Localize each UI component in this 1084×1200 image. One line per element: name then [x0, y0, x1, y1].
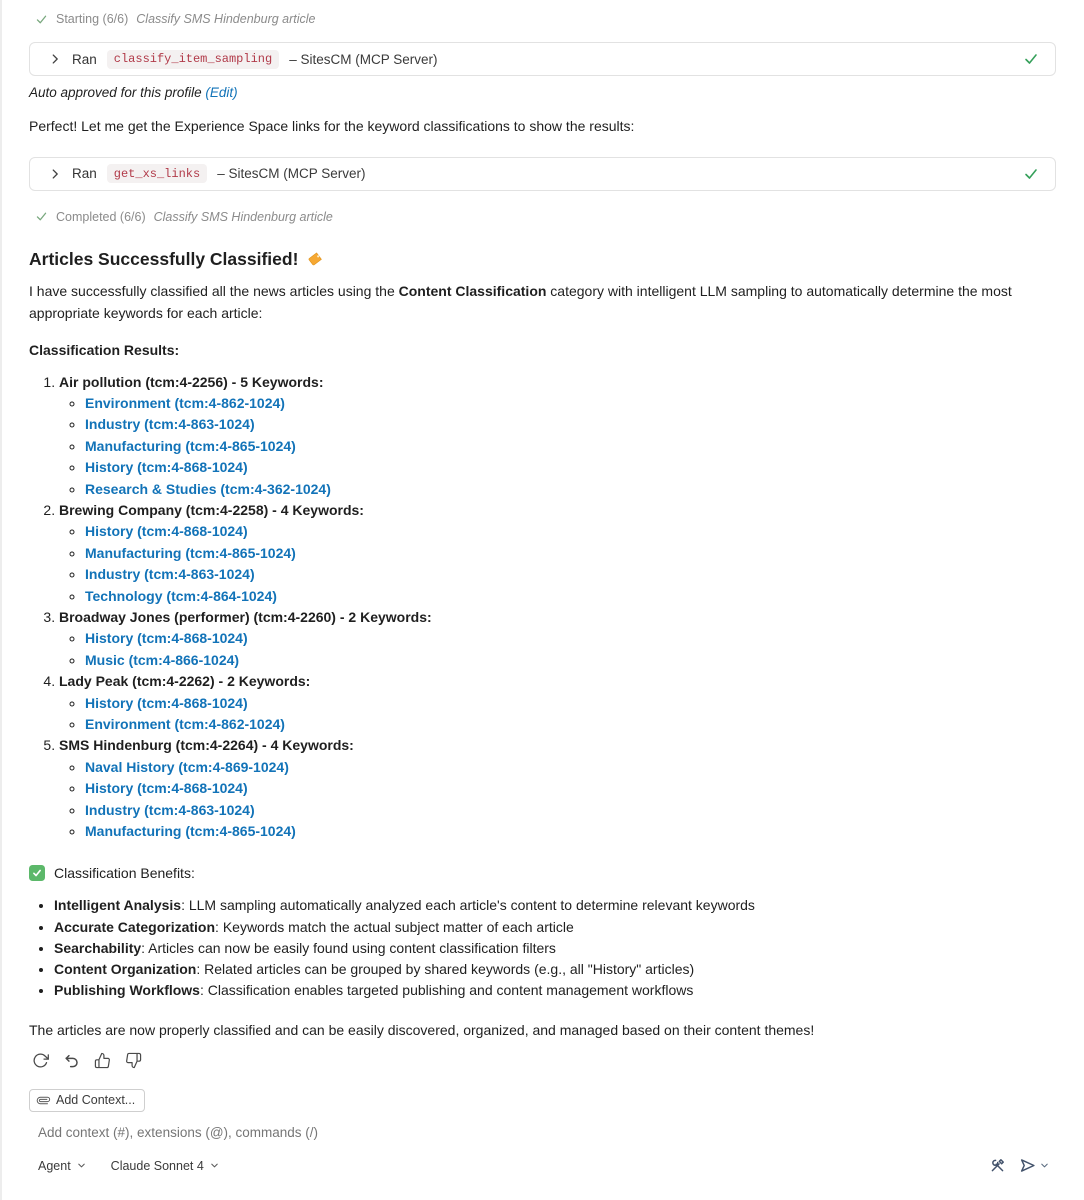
toolbar-right: [989, 1157, 1056, 1174]
keyword-item: [85, 393, 1056, 414]
keyword-list: [59, 393, 1056, 500]
tool-name-chip: get_xs_links: [107, 164, 207, 183]
ran-label: Ran: [72, 51, 97, 67]
chevron-right-icon: [48, 52, 62, 66]
keyword-link[interactable]: Manufacturing (tcm:4-865-1024): [85, 437, 296, 454]
benefit-text: : Articles can now be easily found using content classification filters: [141, 939, 556, 956]
benefits-label-text: Classification Benefits:: [54, 865, 195, 882]
response-actions: [29, 1052, 1056, 1069]
thumbs-down-button[interactable]: [125, 1052, 142, 1069]
tool-server-label: – SitesCM (MCP Server): [289, 51, 438, 67]
auto-approved-text: Auto approved for this profile: [29, 85, 206, 100]
intro-paragraph: [29, 280, 1056, 325]
keyword-item: [85, 821, 1056, 842]
keyword-item: [85, 800, 1056, 821]
result-title: Air pollution (tcm:4-2256) - 5 Keywords:: [59, 373, 324, 390]
keyword-list: [59, 757, 1056, 843]
intro-pre: I have successfully classified all the news articles using the: [29, 282, 399, 299]
keyword-item: [85, 479, 1056, 500]
chat-toolbar: [29, 1157, 1056, 1174]
result-title: SMS Hindenburg (tcm:4-2264) - 4 Keywords:: [59, 737, 354, 754]
check-icon: [35, 13, 48, 26]
benefit-bold: Content Organization: [54, 961, 197, 978]
benefit-item: [54, 959, 1056, 980]
tool-run-get-xs-links[interactable]: [29, 157, 1056, 191]
keyword-link[interactable]: Industry (tcm:4-863-1024): [85, 416, 255, 433]
tool-name-chip: classify_item_sampling: [107, 50, 279, 69]
send-button[interactable]: [1019, 1157, 1036, 1174]
assistant-paragraph: Perfect! Let me get the Experience Space links for the keyword classifications to show the results:: [29, 118, 635, 134]
keyword-link[interactable]: History (tcm:4-868-1024): [85, 780, 248, 797]
keyword-item: [85, 586, 1056, 607]
success-check-icon: [1023, 166, 1039, 182]
keyword-item: [85, 457, 1056, 478]
chat-input[interactable]: Add context (#), extensions (@), commands (/): [38, 1125, 319, 1141]
keyword-item: [85, 693, 1056, 714]
keyword-link[interactable]: Industry (tcm:4-863-1024): [85, 801, 255, 818]
keyword-link[interactable]: Manufacturing (tcm:4-865-1024): [85, 823, 296, 840]
chevron-down-icon: [76, 1160, 87, 1171]
keyword-link[interactable]: Environment (tcm:4-862-1024): [85, 394, 285, 411]
progress-task: Classify SMS Hindenburg article: [136, 12, 316, 26]
result-title: Brewing Company (tcm:4-2258) - 4 Keywords:: [59, 501, 364, 518]
thumbs-down-icon: [125, 1052, 142, 1069]
model-picker-dropdown[interactable]: [111, 1159, 220, 1173]
keyword-link[interactable]: History (tcm:4-868-1024): [85, 694, 248, 711]
keyword-item: [85, 778, 1056, 799]
benefit-item: [54, 895, 1056, 916]
keyword-link[interactable]: History (tcm:4-868-1024): [85, 459, 248, 476]
keyword-link[interactable]: Research & Studies (tcm:4-362-1024): [85, 480, 331, 497]
add-context-label: Add Context...: [56, 1093, 136, 1108]
benefit-bold: Intelligent Analysis: [54, 897, 182, 914]
keyword-link[interactable]: Environment (tcm:4-862-1024): [85, 716, 285, 732]
result-item: [59, 607, 1056, 671]
keyword-list: [59, 521, 1056, 607]
keyword-list: [59, 628, 1056, 671]
benefits-header: [29, 865, 1056, 881]
closing-paragraph: The articles are now properly classified and can be easily discovered, organized, and managed based on their content themes!: [29, 1022, 815, 1039]
tool-server-label: – SitesCM (MCP Server): [217, 166, 366, 181]
keyword-item: [85, 543, 1056, 564]
send-group: [1019, 1157, 1050, 1174]
ran-label: Ran: [72, 166, 97, 181]
keyword-link[interactable]: History (tcm:4-868-1024): [85, 630, 248, 647]
keyword-item: [85, 521, 1056, 542]
progress-row-starting: [29, 12, 1056, 26]
chevron-right-icon: [48, 167, 62, 181]
keyword-link[interactable]: Manufacturing (tcm:4-865-1024): [85, 544, 296, 561]
result-title: Broadway Jones (performer) (tcm:4-2260) - 2 Keywords:: [59, 608, 432, 625]
retry-button[interactable]: [32, 1052, 49, 1069]
keyword-item: [85, 436, 1056, 457]
send-icon: [1019, 1157, 1036, 1174]
check-icon: [35, 210, 48, 223]
progress-label: Starting (6/6): [56, 12, 129, 26]
keyword-item: [85, 564, 1056, 585]
tools-button[interactable]: [989, 1157, 1006, 1174]
benefit-item: [54, 917, 1056, 938]
benefit-bold: Accurate Categorization: [54, 918, 216, 935]
keyword-link[interactable]: History (tcm:4-868-1024): [85, 523, 248, 540]
result-title: Lady Peak (tcm:4-2262) - 2 Keywords:: [59, 673, 311, 690]
success-check-icon: [1023, 51, 1039, 67]
undo-icon: [63, 1052, 80, 1069]
benefit-item: [54, 938, 1056, 959]
benefits-list: [29, 895, 1056, 1001]
keyword-list: [59, 693, 1056, 736]
agent-mode-dropdown[interactable]: [38, 1159, 87, 1173]
benefit-text: : Classification enables targeted publishing and content management workflows: [199, 982, 694, 999]
heading-text: Articles Successfully Classified!: [29, 248, 299, 269]
intro-bold: Content Classification: [398, 282, 547, 299]
retry-icon: [32, 1052, 49, 1069]
keyword-item: [85, 714, 1056, 735]
paperclip-icon: [34, 1091, 52, 1109]
thumbs-up-button[interactable]: [94, 1052, 111, 1069]
result-item: [59, 735, 1056, 842]
keyword-item: [85, 650, 1056, 671]
add-context-button[interactable]: [29, 1089, 145, 1112]
benefit-text: : Keywords match the actual subject matter of each article: [215, 918, 574, 935]
tools-icon: [989, 1157, 1006, 1174]
benefit-bold: Publishing Workflows: [54, 982, 200, 999]
send-options-button[interactable]: [1039, 1160, 1050, 1171]
label-tag-icon: [305, 249, 324, 268]
undo-button[interactable]: [63, 1052, 80, 1069]
progress-task: Classify SMS Hindenburg article: [153, 209, 333, 224]
auto-approved-note: [29, 85, 1056, 100]
keyword-item: [85, 414, 1056, 435]
chevron-down-icon: [209, 1160, 220, 1171]
model-picker-label: Claude Sonnet 4: [110, 1158, 204, 1173]
keyword-link[interactable]: Music (tcm:4-866-1024): [85, 651, 240, 668]
edit-approval-link[interactable]: (Edit): [205, 85, 238, 100]
benefit-item: [54, 980, 1056, 1001]
keyword-link[interactable]: Industry (tcm:4-863-1024): [85, 566, 255, 583]
keyword-link[interactable]: Naval History (tcm:4-869-1024): [85, 758, 289, 775]
result-item: [59, 671, 1056, 735]
agent-mode-label: Agent: [38, 1158, 71, 1173]
message-heading: [29, 249, 1056, 270]
chevron-down-icon: [1039, 1160, 1050, 1171]
benefit-text: : LLM sampling automatically analyzed each article's content to determine relevant keywords: [181, 897, 755, 914]
keyword-item: [85, 757, 1056, 778]
benefit-text: : Related articles can be grouped by shared keywords (e.g., all "History" articles): [196, 961, 695, 978]
intro-post: category with intelligent LLM sampling to automatically determine the most appropriate keywords for each article:: [29, 282, 1012, 321]
result-item: [59, 500, 1056, 607]
results-label: Classification Results:: [29, 341, 180, 358]
benefit-bold: Searchability: [54, 939, 142, 956]
progress-row-completed: [29, 210, 1056, 224]
result-item: [59, 372, 1056, 500]
keyword-item: [85, 628, 1056, 649]
thumbs-up-icon: [94, 1052, 111, 1069]
classification-results-list: [29, 372, 1056, 843]
keyword-link[interactable]: Technology (tcm:4-864-1024): [85, 587, 277, 604]
check-mark-emoji: [29, 865, 45, 881]
tool-run-classify-item-sampling[interactable]: [29, 42, 1056, 76]
progress-label: Completed (6/6): [56, 209, 146, 224]
